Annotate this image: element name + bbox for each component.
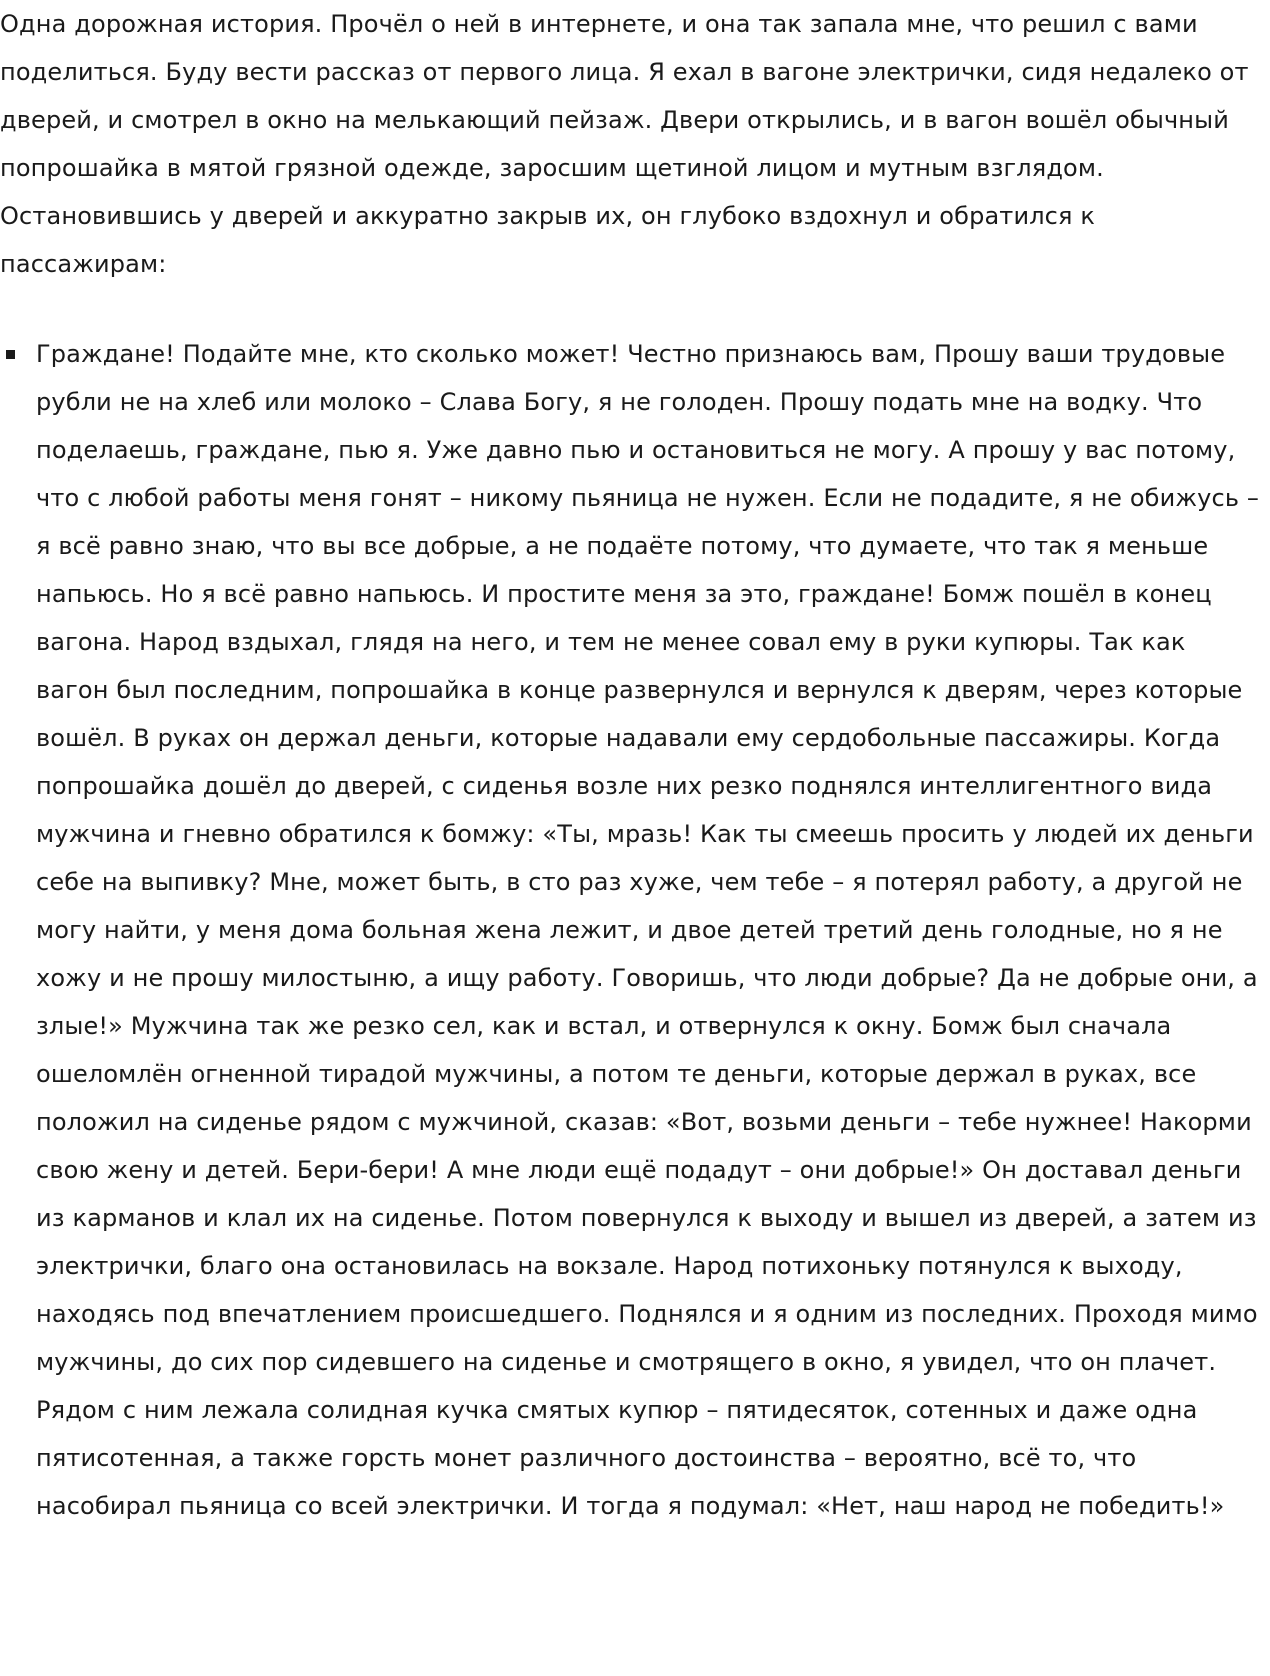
square-bullet-icon bbox=[6, 350, 15, 359]
list-item-text: Граждане! Подайте мне, кто сколько может! Честно признаюсь вам, Прошу ваши трудовые рубли не на хлеб или молоко – Слава Богу, я не голоден. Прошу подать мне на водку. Что поделаешь, граждане, пью я. Уже давно пью и остановиться не могу. А прошу у вас потому, что с любой работы меня гонят – никому пьяница не нужен. Если не подадите, я не обижусь – я всё равно знаю, что вы все добрые, а не подаёте потому, что думаете, что так я меньше напьюсь. Но я всё равно напьюсь. И простите меня за это, граждане! Бомж пошёл в конец вагона. Народ вздыхал, глядя на него, и тем не менее совал ему в руки купюры. Так как вагон был последним, попрошайка в конце развернулся и вернулся к дверям, через которые вошёл. В руках он держал деньги, которые надавали ему сердобольные пассажиры. Когда попрошайка дошёл до дверей, с сиденья возле них резко поднялся интеллигентного вида мужчина и гневно обратился к бомжу: «Ты, мразь! Как ты смеешь просить у людей их деньги себе на выпивку? Мне, может быть, в сто раз хуже, чем тебе – я потерял работу, а другой не могу найти, у меня дома больная жена лежит, и двое детей третий день голодные, но я не хожу и не прошу милостыню, а ищу работу. Говоришь, что люди добрые? Да не добрые они, а злые!» Мужчина так же резко сел, как и встал, и отвернулся к окну. Бомж был сначала ошеломлён огненной тирадой мужчины, а потом те деньги, которые держал в руках, все положил на сиденье рядом с мужчиной, сказав: «Вот, возьми деньги – тебе нужнее! Накорми свою жену и детей. Бери-бери! А мне люди ещё подадут – они добрые!» Он доставал деньги из карманов и клал их на сиденье. Потом повернулся к выходу и вышел из дверей, а затем из электрички, благо она остановилась на вокзале. Народ потихоньку потянулся к выходу, находясь под впечатлением происшедшего. Поднялся и я одним из последних. Проходя мимо мужчины, до сих пор сидевшего на сиденье и смотрящего в окно, я увидел, что он плачет. Рядом с ним лежала солидная кучка смятых купюр – пятидесяток, сотенных и даже одна пятисотенная, а также горсть монет различного достоинства – вероятно, всё то, что насобирал пьяница со всей электрички. И тогда я подумал: «Нет, наш народ не победить!» bbox=[36, 340, 1260, 1520]
intro-paragraph: Одна дорожная история. Прочёл о ней в интернете, и она так запала мне, что решил с вами поделиться. Буду вести рассказ от первого лица. Я ехал в вагоне электрички, сидя недалеко от дверей, и смотрел в окно на мелькающий пейзаж. Двери открылись, и в вагон вошёл обычный попрошайка в мятой грязной одежде, заросшим щетиной лицом и мутным взглядом. Остановившись у дверей и аккуратно закрыв их, он глубоко вздохнул и обратился к пассажирам: bbox=[0, 10, 1249, 278]
list-item bbox=[0, 330, 1262, 1530]
story-list bbox=[0, 330, 1262, 1530]
